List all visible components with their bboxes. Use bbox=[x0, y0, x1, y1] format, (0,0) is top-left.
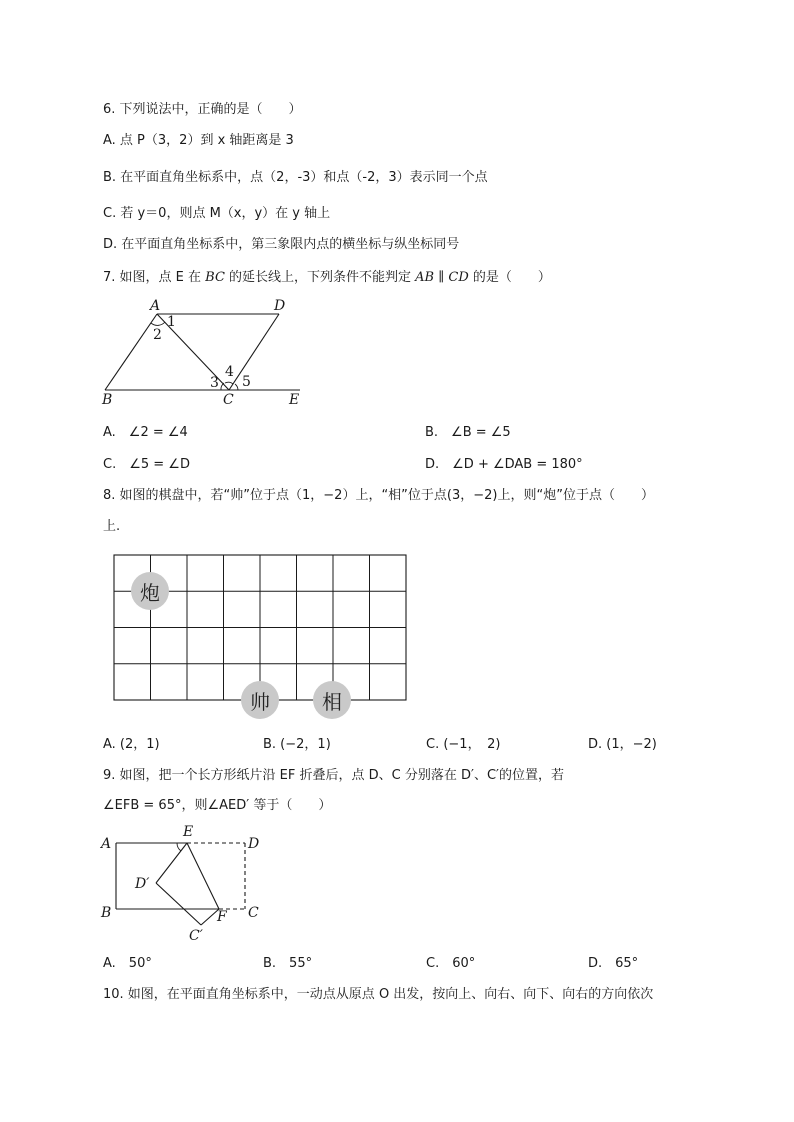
q6-option-c: C. 若 y＝0，则点 M（x，y）在 y 轴上 bbox=[103, 206, 331, 221]
q7-angle-2: 2 bbox=[153, 327, 162, 343]
q7-stem-part3: 的是（ ） bbox=[468, 270, 551, 285]
q7-label-b: B bbox=[102, 392, 113, 408]
q7-label-d: D bbox=[274, 298, 286, 314]
q9-option-c: C. 60° bbox=[426, 956, 476, 971]
q9-figure bbox=[95, 822, 270, 947]
q7-angle-3: 3 bbox=[210, 375, 219, 391]
q9-stem-line2: ∠EFB = 65°，则∠AED′ 等于（ ） bbox=[103, 798, 332, 813]
q7-option-d: D. ∠D + ∠DAB = 180° bbox=[425, 457, 583, 472]
q8-stem-line2: 上. bbox=[103, 519, 121, 534]
chess-piece-xiang: 相 bbox=[313, 681, 351, 719]
chess-piece-pao: 炮 bbox=[131, 572, 169, 610]
q7-angle-4: 4 bbox=[225, 364, 234, 380]
q9-option-a: A. 50° bbox=[103, 956, 152, 971]
q7-label-a: A bbox=[150, 298, 161, 314]
q9-stem-line1: 9. 如图，把一个长方形纸片沿 EF 折叠后，点 D、C 分别落在 D′、C′的位置，若 bbox=[103, 768, 564, 783]
q7-angle-5: 5 bbox=[242, 374, 251, 390]
q9-label-d-prime: D′ bbox=[135, 876, 150, 892]
q7-stem-part2: 的延长线上，下列条件不能判定 bbox=[224, 270, 416, 285]
q9-label-c-prime: C′ bbox=[189, 928, 203, 944]
chess-piece-shuai: 帅 bbox=[241, 681, 279, 719]
q8-option-c: C. (−1， 2) bbox=[426, 737, 501, 752]
q9-label-c: C bbox=[248, 905, 259, 921]
q9-label-e: E bbox=[183, 824, 194, 840]
q8-option-b: B. (−2，1) bbox=[263, 737, 331, 752]
q8-option-a: A. (2，1) bbox=[103, 737, 160, 752]
q7-option-b: B. ∠B = ∠5 bbox=[425, 425, 511, 440]
q7-angle-1: 1 bbox=[167, 314, 176, 330]
q8-stem-line1: 8. 如图的棋盘中，若“帅”位于点（1，−2）上，“相”位于点(3，−2)上，则“炮”位于点（ ） bbox=[103, 488, 654, 503]
q8-option-d: D. (1，−2) bbox=[588, 737, 657, 752]
q7-label-e: E bbox=[289, 392, 300, 408]
q7-figure bbox=[95, 296, 310, 411]
q7-option-a: A. ∠2 = ∠4 bbox=[103, 425, 188, 440]
q9-label-a: A bbox=[101, 836, 112, 852]
q6-stem: 6. 下列说法中，正确的是（ ） bbox=[103, 102, 302, 117]
q9-label-f: F bbox=[217, 909, 227, 925]
q9-label-b: B bbox=[101, 905, 112, 921]
q10-stem: 10. 如图，在平面直角坐标系中，一动点从原点 O 出发，按向上、向右、向下、向右的方向依次 bbox=[103, 987, 654, 1002]
q9-label-d: D bbox=[248, 836, 260, 852]
q7-stem-bc: BC bbox=[205, 270, 225, 285]
q7-stem-part1: 7. 如图，点 E 在 bbox=[103, 270, 206, 285]
q7-label-c: C bbox=[223, 392, 234, 408]
q7-option-c: C. ∠5 = ∠D bbox=[103, 457, 190, 472]
q6-option-b: B. 在平面直角坐标系中，点（2，-3）和点（-2，3）表示同一个点 bbox=[103, 170, 488, 185]
q6-option-a: A. 点 P（3，2）到 x 轴距离是 3 bbox=[103, 133, 294, 148]
q7-stem-abcd: AB ∥ CD bbox=[415, 270, 469, 285]
q6-option-d: D. 在平面直角坐标系中，第三象限内点的横坐标与纵坐标同号 bbox=[103, 237, 460, 252]
q7-stem bbox=[103, 269, 551, 287]
q9-option-b: B. 55° bbox=[263, 956, 313, 971]
q9-option-d: D. 65° bbox=[588, 956, 639, 971]
